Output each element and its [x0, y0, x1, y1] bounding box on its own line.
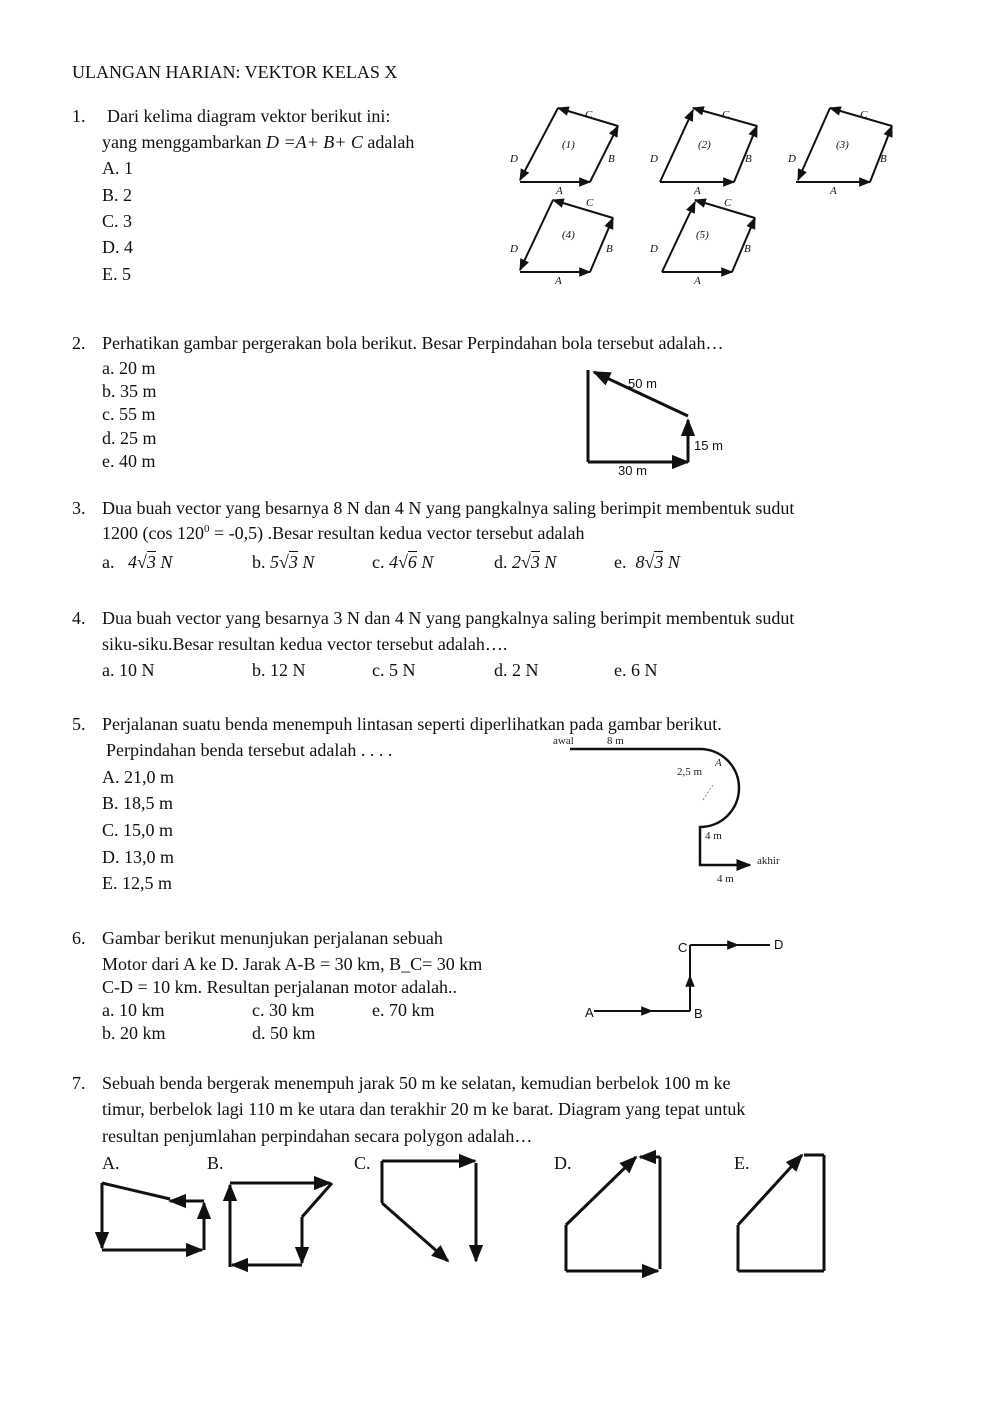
q5-label-point-a: A	[715, 757, 722, 769]
q1-text-line1: Dari kelima diagram vektor berikut ini:	[107, 106, 391, 126]
q4-option-b[interactable]: b. 12 N	[252, 660, 306, 680]
q3-text-post: = -0,5) .Besar resultan kedua vector tersebut adalah	[209, 523, 585, 543]
q1-diagram-1-label: (1)	[562, 139, 575, 151]
q3-option-d[interactable]: d. 2√3 N	[494, 552, 557, 572]
q5-label-vertical: 4 m	[705, 830, 722, 842]
q5-label-awal: awal	[553, 735, 574, 747]
q4-text-line2: siku-siku.Besar resultan kedua vector tersebut adalah….	[102, 634, 508, 654]
q5-text-line2: Perpindahan benda tersebut adalah . . . .	[106, 740, 393, 760]
q7-text-line2: timur, berbelok lagi 110 m ke utara dan terakhir 20 m ke barat. Diagram yang tepat untuk	[102, 1099, 746, 1119]
q1-text-line2	[102, 132, 414, 153]
q1-d4-vec-d: D	[510, 243, 518, 255]
q3-option-e-unit: N	[667, 552, 680, 572]
q3-option-b-rad: 3	[288, 552, 298, 572]
q3-number: 3.	[72, 498, 86, 518]
q7-option-b[interactable]: B.	[207, 1153, 224, 1173]
q1-text-pre: yang menggambarkan	[102, 132, 266, 152]
q7-polygon-diagrams	[90, 1145, 850, 1285]
q7-text-line1: Sebuah benda bergerak menempuh jarak 50 m ke selatan, kemudian berbelok 100 m ke	[102, 1073, 731, 1093]
q1-d5-vec-d: D	[650, 243, 658, 255]
q6-text-line2: Motor dari A ke D. Jarak A-B = 30 km, B_C= 30 km	[102, 954, 483, 974]
q1-d1-vec-a: A	[556, 185, 563, 197]
q6-text-line1: Gambar berikut menunjukan perjalanan sebuah	[102, 928, 443, 948]
q6-point-c: C	[678, 940, 688, 955]
q3-option-e-letter: e.	[614, 552, 627, 572]
q6-option-e[interactable]: e. 70 km	[372, 1000, 435, 1020]
q6-point-b: B	[694, 1006, 703, 1021]
q3-option-d-coef: 2	[512, 552, 521, 572]
q1-option-a[interactable]: A. 1	[102, 158, 133, 178]
q1-vector-diagrams	[500, 100, 910, 292]
q5-number: 5.	[72, 714, 86, 734]
q1-d2-vec-b: B	[745, 153, 752, 165]
q1-diagram-3-label: (3)	[836, 139, 849, 151]
q2-option-b[interactable]: b. 35 m	[102, 381, 157, 401]
q3-option-d-rad: 3	[530, 552, 540, 572]
q5-option-c[interactable]: C. 15,0 m	[102, 820, 174, 840]
q6-option-c[interactable]: c. 30 km	[252, 1000, 315, 1020]
q6-number: 6.	[72, 928, 86, 948]
q2-label-50m: 50 m	[628, 376, 657, 391]
q7-text-line3: resultan penjumlahan perpindahan secara polygon adalah…	[102, 1126, 533, 1146]
q6-text-line3: C-D = 10 km. Resultan perjalanan motor adalah..	[102, 977, 458, 997]
q4-number: 4.	[72, 608, 86, 628]
q2-option-a[interactable]: a. 20 m	[102, 358, 156, 378]
q4-option-d[interactable]: d. 2 N	[494, 660, 539, 680]
q7-diagram-e	[738, 1155, 824, 1271]
q3-option-c-letter: c.	[372, 552, 385, 572]
q5-option-a[interactable]: A. 21,0 m	[102, 767, 174, 787]
q4-text-line1: Dua buah vector yang besarnya 3 N dan 4 N yang pangkalnya saling berimpit membentuk sudut	[102, 608, 795, 628]
q5-label-akhir: akhir	[757, 855, 780, 867]
q3-text-pre: 1200 (cos 120	[102, 523, 204, 543]
q5-text-line1: Perjalanan suatu benda menempuh lintasan seperti diperlihatkan pada gambar berikut.	[102, 714, 722, 734]
q3-option-b[interactable]: b. 5√3 N	[252, 552, 315, 572]
q3-option-e[interactable]: e. 8√3 N	[614, 552, 680, 572]
q1-d3-vec-d: D	[788, 153, 796, 165]
q3-option-d-unit: N	[544, 552, 557, 572]
q2-number: 2.	[72, 333, 86, 353]
q6-point-d: D	[774, 937, 784, 952]
q3-degree: 0	[204, 523, 210, 535]
q7-diagram-a	[102, 1183, 204, 1250]
q1-d5-vec-b: B	[744, 243, 751, 255]
q3-option-b-coef: 5	[270, 552, 279, 572]
q5-path-figure	[545, 730, 805, 888]
q1-d3-vec-b: B	[880, 153, 887, 165]
q1-d4-vec-a: A	[555, 275, 562, 287]
page-title: ULANGAN HARIAN: VEKTOR KELAS X	[72, 62, 398, 82]
q7-diagram-c	[382, 1161, 476, 1261]
q6-option-d[interactable]: d. 50 km	[252, 1023, 316, 1043]
q3-option-c[interactable]: c. 4√6 N	[372, 552, 434, 572]
q1-option-c[interactable]: C. 3	[102, 211, 133, 231]
q6-motor-path-figure	[580, 932, 790, 1024]
q3-option-d-letter: d.	[494, 552, 508, 572]
q1-number: 1.	[72, 106, 86, 126]
q3-option-a-letter: a.	[102, 552, 115, 572]
q1-d3-vec-c: C	[860, 109, 868, 121]
q7-diagram-b	[230, 1183, 332, 1267]
q1-d1-vec-c: C	[585, 109, 593, 121]
q1-d1-vec-d: D	[510, 153, 518, 165]
q7-number: 7.	[72, 1073, 86, 1093]
q3-text-line1: Dua buah vector yang besarnya 8 N dan 4 N yang pangkalnya saling berimpit membentuk sudut	[102, 498, 795, 518]
q3-option-e-rad: 3	[654, 552, 664, 572]
q3-option-e-coef: 8	[635, 552, 645, 572]
q2-option-c[interactable]: c. 55 m	[102, 404, 156, 424]
q3-option-a-coef: 4	[128, 552, 137, 572]
q1-option-d[interactable]: D. 4	[102, 237, 133, 257]
q1-d5-vec-a: A	[694, 275, 701, 287]
q5-option-e[interactable]: E. 12,5 m	[102, 873, 172, 893]
q6-option-a[interactable]: a. 10 km	[102, 1000, 165, 1020]
q1-option-b[interactable]: B. 2	[102, 185, 133, 205]
q2-option-d[interactable]: d. 25 m	[102, 428, 157, 448]
q1-diagram-5-label: (5)	[696, 229, 709, 241]
q5-label-8m: 8 m	[607, 735, 624, 747]
q4-option-e[interactable]: e. 6 N	[614, 660, 658, 680]
q5-label-bottom: 4 m	[717, 873, 734, 885]
q1-diagram-4-label: (4)	[562, 229, 575, 241]
q3-option-b-letter: b.	[252, 552, 266, 572]
q7-option-d[interactable]: D.	[554, 1153, 572, 1173]
q4-option-c[interactable]: c. 5 N	[372, 660, 416, 680]
q1-d5-vec-c: C	[724, 197, 732, 209]
q1-d1-vec-b: B	[608, 153, 615, 165]
q4-option-a[interactable]: a. 10 N	[102, 660, 155, 680]
q3-option-c-unit: N	[421, 552, 434, 572]
q5-option-d[interactable]: D. 13,0 m	[102, 847, 174, 867]
q5-label-radius: 2,5 m	[677, 766, 703, 778]
q1-d2-vec-d: D	[650, 153, 658, 165]
q3-text-line2	[102, 523, 585, 544]
q6-option-b[interactable]: b. 20 km	[102, 1023, 166, 1043]
q2-text: Perhatikan gambar pergerakan bola berikut. Besar Perpindahan bola tersebut adalah…	[102, 333, 724, 353]
q1-d3-vec-a: A	[830, 185, 837, 197]
q1-option-e[interactable]: E. 5	[102, 264, 131, 284]
q2-option-e[interactable]: e. 40 m	[102, 451, 156, 471]
q1-d4-vec-b: B	[606, 243, 613, 255]
q7-diagram-d	[566, 1157, 660, 1271]
q1-d2-vec-a: A	[694, 185, 701, 197]
q3-option-a-unit: N	[160, 552, 173, 572]
q1-text-post: adalah	[362, 132, 415, 152]
q3-option-c-rad: 6	[407, 552, 417, 572]
q2-label-15m: 15 m	[694, 438, 723, 453]
q6-point-a: A	[585, 1005, 594, 1020]
q1-diagram-2-label: (2)	[698, 139, 711, 151]
q1-equation: D =A+ B+ C	[265, 132, 363, 152]
q1-d4-vec-c: C	[586, 197, 594, 209]
q2-ball-path-figure	[580, 360, 740, 480]
q1-d2-vec-c: C	[722, 109, 730, 121]
q2-label-30m: 30 m	[618, 463, 647, 478]
q7-option-e[interactable]: E.	[734, 1153, 750, 1173]
q3-option-c-coef: 4	[389, 552, 398, 572]
q3-option-a-rad: 3	[146, 552, 156, 572]
q3-option-b-unit: N	[302, 552, 315, 572]
q7-option-a[interactable]: A.	[102, 1153, 120, 1173]
q5-option-b[interactable]: B. 18,5 m	[102, 793, 174, 813]
q7-option-c[interactable]: C.	[354, 1153, 371, 1173]
q3-option-a[interactable]: a. 4√3 N	[102, 552, 173, 572]
